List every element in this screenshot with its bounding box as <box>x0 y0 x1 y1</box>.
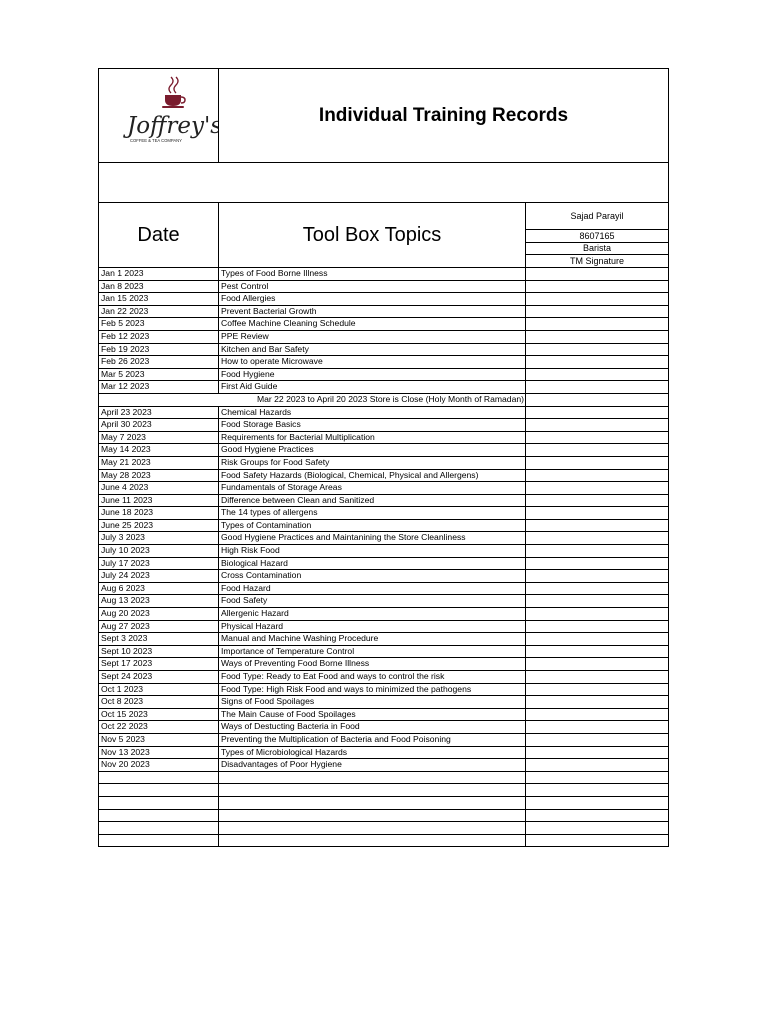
date-cell: Jan 15 2023 <box>99 293 219 305</box>
signature-cell[interactable] <box>526 608 668 620</box>
table-row <box>99 381 668 394</box>
employee-id: 8607165 <box>526 229 668 243</box>
topic-cell <box>219 772 526 784</box>
table-row <box>99 344 668 357</box>
topic-cell: Kitchen and Bar Safety <box>219 344 526 356</box>
date-cell: Jan 1 2023 <box>99 268 219 280</box>
topic-cell: Good Hygiene Practices and Maintanining the Store Cleanliness <box>219 532 526 544</box>
table-row <box>99 671 668 684</box>
table-row <box>99 331 668 344</box>
table-row <box>99 646 668 659</box>
signature-cell[interactable] <box>526 747 668 759</box>
signature-cell[interactable] <box>526 495 668 507</box>
table-row <box>99 532 668 545</box>
table-row <box>99 772 668 785</box>
topic-cell: Good Hygiene Practices <box>219 444 526 456</box>
table-row <box>99 822 668 835</box>
signature-cell[interactable] <box>526 822 668 834</box>
topic-cell: Types of Food Borne Illness <box>219 268 526 280</box>
table-row <box>99 293 668 306</box>
date-cell <box>99 772 219 784</box>
date-cell: Feb 19 2023 <box>99 344 219 356</box>
topic-cell: Food Allergies <box>219 293 526 305</box>
table-row <box>99 495 668 508</box>
header-row <box>99 69 668 163</box>
signature-cell[interactable] <box>526 281 668 293</box>
table-row <box>99 595 668 608</box>
date-cell: June 4 2023 <box>99 482 219 494</box>
topic-cell: Food Storage Basics <box>219 419 526 431</box>
signature-cell[interactable] <box>526 470 668 482</box>
date-cell: Oct 1 2023 <box>99 684 219 696</box>
date-cell: July 24 2023 <box>99 570 219 582</box>
signature-cell[interactable] <box>526 407 668 419</box>
signature-cell[interactable] <box>526 558 668 570</box>
table-row <box>99 709 668 722</box>
table-row <box>99 470 668 483</box>
date-cell: June 18 2023 <box>99 507 219 519</box>
topic-cell: Chemical Hazards <box>219 407 526 419</box>
topic-cell: Food Hygiene <box>219 369 526 381</box>
topic-cell: How to operate Microwave <box>219 356 526 368</box>
closure-note: Mar 22 2023 to April 20 2023 Store is Close (Holy Month of Ramadan) <box>99 394 526 406</box>
coffee-cup-logo-icon <box>99 69 218 162</box>
signature-cell[interactable] <box>526 671 668 683</box>
table-row <box>99 734 668 747</box>
date-cell: June 25 2023 <box>99 520 219 532</box>
topic-cell: Importance of Temperature Control <box>219 646 526 658</box>
signature-cell[interactable] <box>526 331 668 343</box>
date-cell: Aug 20 2023 <box>99 608 219 620</box>
table-row <box>99 759 668 772</box>
date-cell <box>99 784 219 796</box>
date-cell: Feb 26 2023 <box>99 356 219 368</box>
date-cell <box>99 797 219 809</box>
table-row <box>99 268 668 281</box>
table-row <box>99 797 668 810</box>
date-cell: Sept 24 2023 <box>99 671 219 683</box>
signature-label: TM Signature <box>526 254 668 267</box>
table-row <box>99 608 668 621</box>
signature-cell[interactable] <box>526 646 668 658</box>
table-row <box>99 318 668 331</box>
topic-cell <box>219 810 526 822</box>
topic-cell: Difference between Clean and Sanitized <box>219 495 526 507</box>
signature-cell[interactable] <box>526 306 668 318</box>
date-cell: Nov 5 2023 <box>99 734 219 746</box>
date-cell: May 21 2023 <box>99 457 219 469</box>
date-cell: Aug 6 2023 <box>99 583 219 595</box>
topic-cell: Preventing the Multiplication of Bacteria and Food Poisoning <box>219 734 526 746</box>
date-cell: Oct 8 2023 <box>99 696 219 708</box>
topic-cell <box>219 784 526 796</box>
table-row <box>99 570 668 583</box>
store-closure-note-row <box>99 394 668 407</box>
date-cell: April 23 2023 <box>99 407 219 419</box>
table-row <box>99 444 668 457</box>
page-title: Individual Training Records <box>318 104 569 126</box>
topic-cell: First Aid Guide <box>219 381 526 393</box>
topic-cell: Requirements for Bacterial Multiplication <box>219 432 526 444</box>
signature-cell[interactable] <box>526 432 668 444</box>
signature-cell[interactable] <box>526 268 668 280</box>
signature-cell[interactable] <box>526 344 668 356</box>
topic-cell: The 14 types of allergens <box>219 507 526 519</box>
signature-cell[interactable] <box>526 318 668 330</box>
table-row <box>99 747 668 760</box>
signature-cell[interactable] <box>526 457 668 469</box>
table-row <box>99 558 668 571</box>
topic-cell: Risk Groups for Food Safety <box>219 457 526 469</box>
topic-cell: Disadvantages of Poor Hygiene <box>219 759 526 771</box>
table-row <box>99 281 668 294</box>
signature-cell[interactable] <box>526 810 668 822</box>
topic-cell: Ways of Destucting Bacteria in Food <box>219 721 526 733</box>
signature-cell[interactable] <box>526 419 668 431</box>
signature-cell[interactable] <box>526 532 668 544</box>
table-row <box>99 356 668 369</box>
table-row <box>99 696 668 709</box>
table-row <box>99 482 668 495</box>
title-cell <box>219 69 668 162</box>
table-row <box>99 684 668 697</box>
column-header-row <box>99 203 668 268</box>
topic-cell: Food Hazard <box>219 583 526 595</box>
table-row <box>99 432 668 445</box>
signature-cell[interactable] <box>526 721 668 733</box>
signature-cell[interactable] <box>526 482 668 494</box>
date-cell: Sept 3 2023 <box>99 633 219 645</box>
signature-cell[interactable] <box>526 784 668 796</box>
table-row <box>99 306 668 319</box>
topic-cell: Allergenic Hazard <box>219 608 526 620</box>
topic-cell: Manual and Machine Washing Procedure <box>219 633 526 645</box>
topic-cell: Types of Contamination <box>219 520 526 532</box>
table-row <box>99 835 668 847</box>
table-row <box>99 633 668 646</box>
topics-column-header: Tool Box Topics <box>219 203 526 267</box>
topic-cell <box>219 797 526 809</box>
date-cell: Jan 8 2023 <box>99 281 219 293</box>
date-cell <box>99 835 219 847</box>
date-cell: Mar 5 2023 <box>99 369 219 381</box>
signature-cell[interactable] <box>526 772 668 784</box>
signature-cell[interactable] <box>526 545 668 557</box>
topic-cell: Food Safety <box>219 595 526 607</box>
date-cell: April 30 2023 <box>99 419 219 431</box>
blank-row <box>99 163 668 203</box>
topic-cell: Biological Hazard <box>219 558 526 570</box>
signature-cell[interactable] <box>526 356 668 368</box>
signature-cell[interactable] <box>526 734 668 746</box>
date-cell: Nov 20 2023 <box>99 759 219 771</box>
topic-cell: Fundamentals of Storage Areas <box>219 482 526 494</box>
signature-cell[interactable] <box>526 797 668 809</box>
table-row <box>99 369 668 382</box>
signature-cell[interactable] <box>526 570 668 582</box>
table-row <box>99 520 668 533</box>
table-row <box>99 457 668 470</box>
date-cell: Aug 27 2023 <box>99 621 219 633</box>
topic-cell: Food Type: Ready to Eat Food and ways to control the risk <box>219 671 526 683</box>
table-row <box>99 658 668 671</box>
signature-cell[interactable] <box>526 709 668 721</box>
employee-role: Barista <box>582 243 611 253</box>
topic-cell: Types of Microbiological Hazards <box>219 747 526 759</box>
topic-cell <box>219 835 526 847</box>
table-row <box>99 507 668 520</box>
date-cell: May 7 2023 <box>99 432 219 444</box>
date-column-header: Date <box>99 203 219 267</box>
date-cell: July 10 2023 <box>99 545 219 557</box>
table-row <box>99 810 668 823</box>
table-row <box>99 419 668 432</box>
employee-name: Sajad Parayil <box>570 211 624 221</box>
svg-text:COFFEE & TEA COMPANY: COFFEE & TEA COMPANY <box>130 138 182 143</box>
date-cell: Feb 5 2023 <box>99 318 219 330</box>
table-row <box>99 784 668 797</box>
date-cell: Oct 15 2023 <box>99 709 219 721</box>
date-cell <box>99 822 219 834</box>
signature-cell[interactable] <box>526 658 668 670</box>
table-row <box>99 583 668 596</box>
date-cell: Feb 12 2023 <box>99 331 219 343</box>
date-cell: Aug 13 2023 <box>99 595 219 607</box>
date-cell: June 11 2023 <box>99 495 219 507</box>
date-cell: Mar 12 2023 <box>99 381 219 393</box>
signature-cell[interactable] <box>526 595 668 607</box>
date-cell: Jan 22 2023 <box>99 306 219 318</box>
signature-cell[interactable] <box>526 381 668 393</box>
topic-cell: Food Type: High Risk Food and ways to minimized the pathogens <box>219 684 526 696</box>
employee-column-header <box>526 203 668 267</box>
topic-cell <box>219 822 526 834</box>
training-record-sheet <box>98 68 669 847</box>
signature-cell[interactable] <box>526 696 668 708</box>
table-row <box>99 545 668 558</box>
signature-cell[interactable] <box>526 633 668 645</box>
topic-cell: Cross Contamination <box>219 570 526 582</box>
signature-cell[interactable] <box>526 835 668 847</box>
topic-cell: Pest Control <box>219 281 526 293</box>
date-cell: Nov 13 2023 <box>99 747 219 759</box>
topic-cell: Coffee Machine Cleaning Schedule <box>219 318 526 330</box>
topic-cell: Ways of Preventing Food Borne Illness <box>219 658 526 670</box>
date-cell: May 28 2023 <box>99 470 219 482</box>
topic-cell: Signs of Food Spoilages <box>219 696 526 708</box>
topic-cell: High Risk Food <box>219 545 526 557</box>
date-cell <box>99 810 219 822</box>
signature-cell[interactable] <box>526 394 668 406</box>
table-row <box>99 721 668 734</box>
company-logo <box>99 69 219 162</box>
date-cell: July 3 2023 <box>99 532 219 544</box>
signature-cell[interactable] <box>526 684 668 696</box>
signature-cell[interactable] <box>526 507 668 519</box>
topic-cell: PPE Review <box>219 331 526 343</box>
training-rows <box>99 268 668 846</box>
signature-cell[interactable] <box>526 621 668 633</box>
signature-cell[interactable] <box>526 520 668 532</box>
table-row <box>99 621 668 634</box>
topic-cell: Prevent Bacterial Growth <box>219 306 526 318</box>
signature-cell[interactable] <box>526 583 668 595</box>
topic-cell: Physical Hazard <box>219 621 526 633</box>
topic-cell: Food Safety Hazards (Biological, Chemical, Physical and Allergens) <box>219 470 526 482</box>
topic-cell: The Main Cause of Food Spoilages <box>219 709 526 721</box>
signature-cell[interactable] <box>526 759 668 771</box>
date-cell: Oct 22 2023 <box>99 721 219 733</box>
table-row <box>99 407 668 420</box>
date-cell: Sept 17 2023 <box>99 658 219 670</box>
signature-cell[interactable] <box>526 369 668 381</box>
date-cell: May 14 2023 <box>99 444 219 456</box>
date-cell: July 17 2023 <box>99 558 219 570</box>
signature-cell[interactable] <box>526 293 668 305</box>
signature-cell[interactable] <box>526 444 668 456</box>
date-cell: Sept 10 2023 <box>99 646 219 658</box>
svg-text:Joffrey's: Joffrey's <box>127 113 218 139</box>
